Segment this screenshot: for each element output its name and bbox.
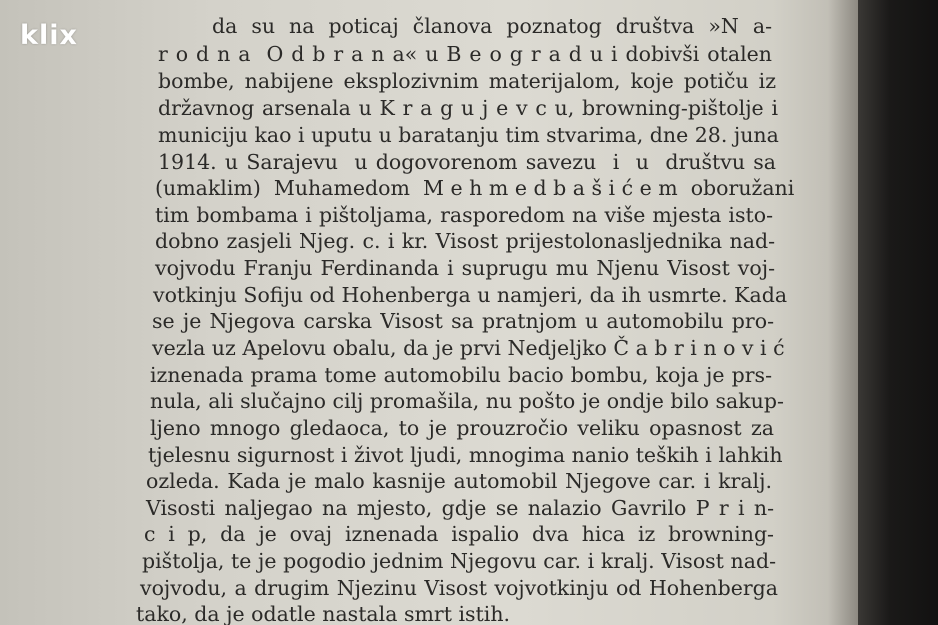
text-line-22: vojvodu, a drugim Njezinu Visost vojvotkinju od Hohenberga xyxy=(140,576,778,600)
text-line-18: ozleda. Kada je malo kasnije automobil Njegove car. i kralj. xyxy=(146,469,772,493)
text-line-4: državnog arsenala u K r a g u j e v c u, browning-pištolje i xyxy=(158,96,778,120)
text-line-21: pištolja, te je pogodio jednim Njegovu car. i kralj. Visost nad- xyxy=(142,549,776,573)
klix-logo: klix xyxy=(20,20,78,51)
text-line-19: Visosti naljegao na mjesto, gdje se nalazio Gavrilo P r i n- xyxy=(146,496,774,520)
text-line-3: bombe, nabijene eksplozivnim materijalom, koje potiču iz xyxy=(158,69,776,93)
text-line-10: vojvodu Franju Ferdinanda i suprugu mu Njenu Visost voj- xyxy=(155,256,775,280)
text-line-9: dobno zasjeli Njeg. c. i kr. Visost prijestolonasljednika nad- xyxy=(155,229,775,253)
text-line-13: vezla uz Apelovu obalu, da je prvi Nedjeljko Č a b r i n o v i ć xyxy=(152,336,785,360)
text-line-16: ljeno mnogo gledaoca, to je prouzročio veliku opasnost za xyxy=(150,416,774,440)
text-line-7: (umaklim) Muhamedom M e h m e d b a š i ć e m oboružani xyxy=(155,176,795,200)
text-line-8: tim bombama i pištoljama, rasporedom na više mjesta isto- xyxy=(155,203,773,227)
text-line-17: tjelesnu sigurnost i život ljudi, mnogima nanio teških i lahkih xyxy=(148,443,783,467)
dark-background xyxy=(858,0,938,625)
text-line-20: c i p, da je ovaj iznenada ispalio dva hica iz browning- xyxy=(144,522,774,546)
text-line-1: da su na poticaj članova poznatog društva »N a- xyxy=(212,14,772,38)
text-line-11: votkinju Sofiju od Hohenberga u namjeri, da ih usmrte. Kada xyxy=(153,283,788,307)
text-line-15: nula, ali slučajno cilj promašila, nu pošto je ondje bilo sakup- xyxy=(150,389,784,413)
text-line-2: r o d n a O d b r a n a« u B e o g r a d u i dobivši otalen xyxy=(158,42,772,66)
text-line-23: tako, da je odatle nastala smrt istih. xyxy=(136,602,511,625)
text-line-6: 1914. u Sarajevu u dogovorenom savezu i u društvu sa xyxy=(158,150,776,174)
text-line-12: se je Njegova carska Visost sa pratnjom u automobilu pro- xyxy=(152,309,774,333)
text-line-5: municiju kao i uputu u baratanju tim stvarima, dne 28. juna xyxy=(158,123,779,147)
text-line-14: iznenada prama tome automobilu bacio bombu, koja je prs- xyxy=(150,363,772,387)
